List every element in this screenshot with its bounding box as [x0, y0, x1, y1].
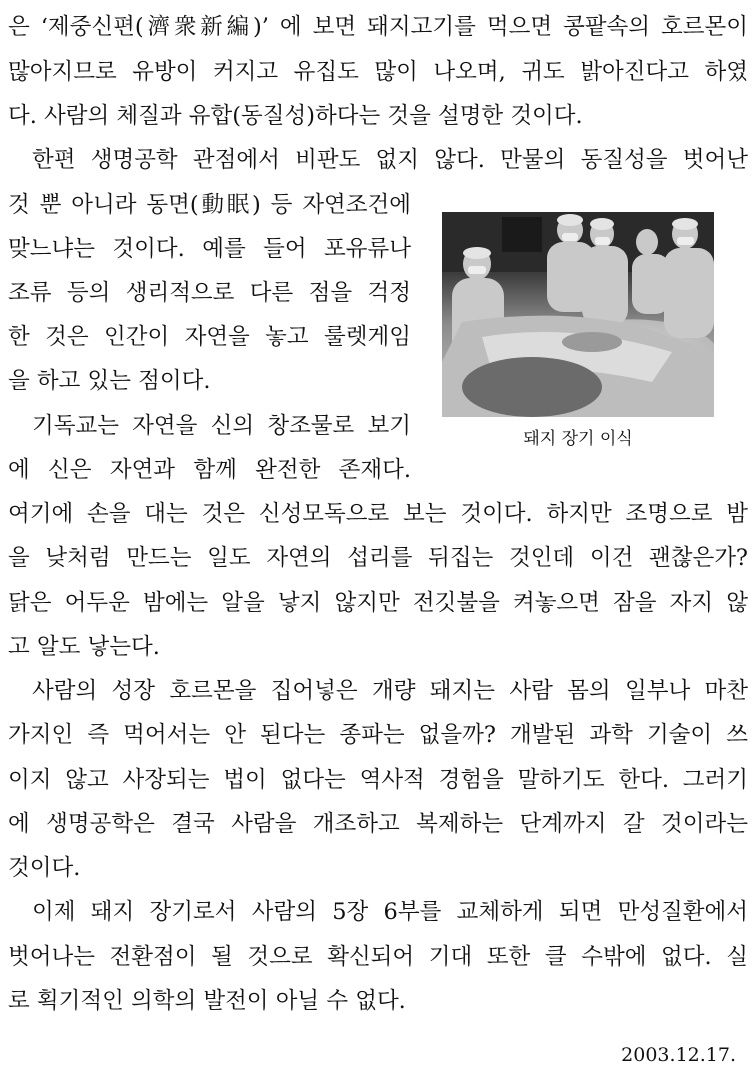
text-line-20: 것이다.	[8, 855, 81, 881]
text-line-10: 기독교는 자연을 신의 창조물로 보기	[32, 413, 411, 439]
text-line-19: 에 생명공학은 결국 사람을 개조하고 복제하는 단계까지 갈 것이라는	[8, 811, 748, 837]
text-line-5: 것 뿐 아니라 동면(動眠) 등 자연조건에	[8, 192, 411, 218]
text-line-3: 다. 사람의 체질과 유합(동질성)하다는 것을 설명한 것이다.	[8, 103, 583, 129]
text-line-17: 가지인 즉 먹어서는 안 된다는 종파는 없을까? 개발된 과학 기술이 쓰	[8, 722, 748, 748]
text-line-13: 을 낮처럼 만드는 일도 자연의 섭리를 뒤집는 것인데 이건 괜찮은가?	[8, 545, 748, 571]
surgery-photo	[442, 212, 714, 417]
text-line-7: 조류 등의 생리적으로 다른 점을 걱정	[8, 280, 411, 306]
text-line-18: 이지 않고 사장되는 법이 없다는 역사적 경험을 말하기도 한다. 그러기	[8, 767, 748, 793]
surgery-photo-drawing	[442, 212, 714, 417]
text-line-14: 닭은 어두운 밤에는 알을 낳지 않지만 전깃불을 켜놓으면 잠을 자지 않	[8, 590, 748, 616]
text-line-21: 이제 돼지 장기로서 사람의 5장 6부를 교체하게 되면 만성질환에서	[32, 899, 748, 925]
text-line-1: 은 ‘제중신편(濟衆新編)’ 에 보면 돼지고기를 먹으면 콩팥속의 호르몬이	[8, 14, 748, 40]
text-line-4: 한편 생명공학 관점에서 비판도 없지 않다. 만물의 동질성을 벗어난	[32, 147, 748, 173]
photo-caption: 돼지 장기 이식	[523, 429, 633, 449]
text-line-22: 벗어나는 전환점이 될 것으로 확신되어 기대 또한 클 수밖에 없다. 실	[8, 944, 748, 970]
document-date: 2003.12.17.	[621, 1044, 736, 1066]
text-line-16: 사람의 성장 호르몬을 집어넣은 개량 돼지는 사람 몸의 일부나 마찬	[32, 678, 748, 704]
text-line-11: 에 신은 자연과 함께 완전한 존재다.	[8, 457, 411, 483]
text-line-23: 로 획기적인 의학의 발전이 아닐 수 없다.	[8, 988, 406, 1014]
text-line-15: 고 알도 낳는다.	[8, 634, 160, 660]
text-line-6: 맞느냐는 것이다. 예를 들어 포유류나	[8, 236, 411, 262]
text-line-8: 한 것은 인간이 자연을 놓고 룰렛게임	[8, 324, 411, 350]
text-line-12: 여기에 손을 대는 것은 신성모독으로 보는 것이다. 하지만 조명으로 밤	[8, 501, 748, 527]
text-line-2: 많아지므로 유방이 커지고 유집도 많이 나오며, 귀도 밝아진다고 하였	[8, 59, 748, 85]
text-line-9: 을 하고 있는 점이다.	[8, 368, 211, 394]
